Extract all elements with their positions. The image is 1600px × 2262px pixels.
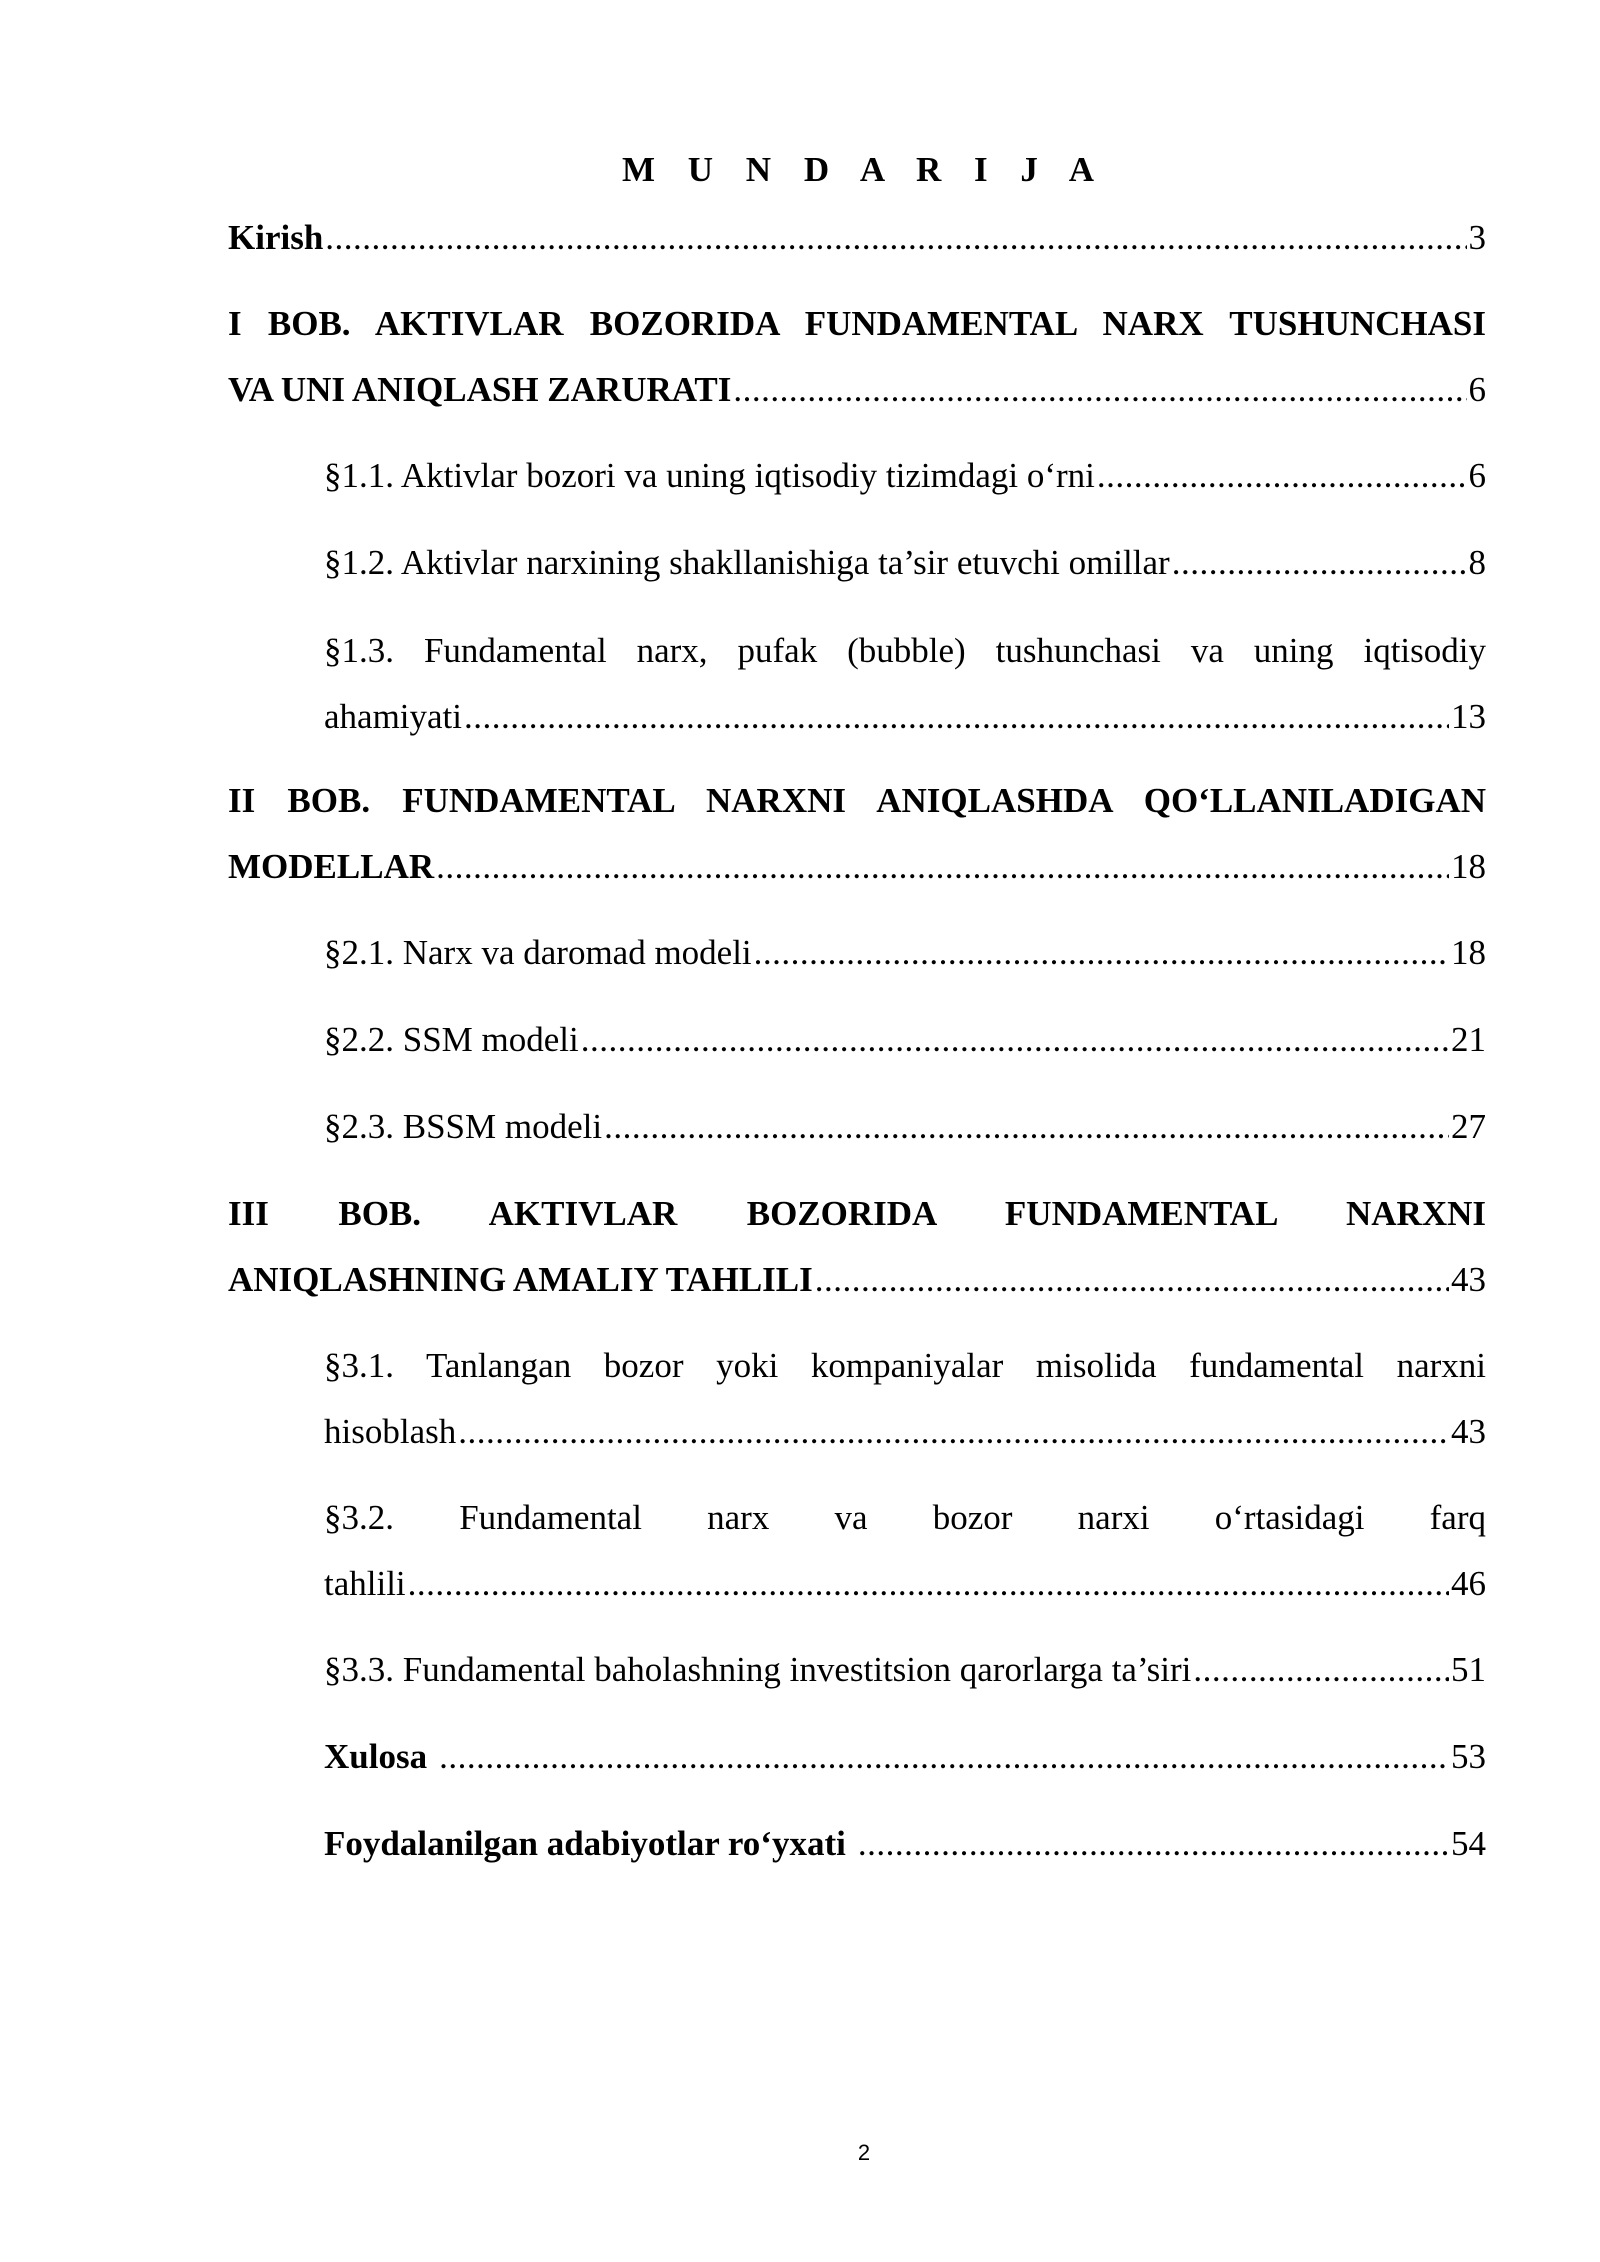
- toc-label: Xulosa: [324, 1737, 428, 1776]
- toc-label-line1: III BOB. AKTIVLAR BOZORIDA FUNDAMENTAL NARXNI: [228, 1194, 1486, 1233]
- toc-page-number: 3: [1468, 218, 1486, 257]
- dot-leader: [858, 1822, 1449, 1866]
- dot-leader: [1172, 541, 1467, 585]
- dot-leader: [581, 1018, 1449, 1062]
- dot-leader: [464, 695, 1449, 739]
- dot-leader: [733, 368, 1466, 412]
- toc-label: Kirish: [228, 218, 324, 257]
- toc-page-number: 46: [1451, 1564, 1486, 1603]
- toc-label-line2: tahlili: [324, 1564, 406, 1603]
- toc-label-line2: ANIQLASHNING AMALIY TAHLILI: [228, 1260, 813, 1299]
- toc-entry-section-2-2[interactable]: [324, 1018, 1486, 1062]
- dot-leader: [436, 845, 1449, 889]
- dot-leader: [815, 1258, 1449, 1302]
- toc-entry-section-2-3[interactable]: [324, 1105, 1486, 1149]
- dot-leader: [604, 1105, 1449, 1149]
- toc-entry-references[interactable]: [324, 1822, 1486, 1866]
- dot-leader: [754, 931, 1449, 975]
- toc-page-number: 53: [1451, 1737, 1486, 1776]
- dot-leader: [1097, 454, 1467, 498]
- dot-leader: [408, 1562, 1449, 1606]
- toc-entry-section-3-1[interactable]: [324, 1344, 1486, 1454]
- toc-page-number: 43: [1451, 1260, 1486, 1299]
- toc-label-line1: §3.1. Tanlangan bozor yoki kompaniyalar misolida fundamental narxni: [324, 1346, 1486, 1385]
- toc-page-number: 27: [1451, 1107, 1486, 1146]
- dot-leader: [1193, 1648, 1449, 1692]
- toc-page-number: 13: [1451, 697, 1486, 736]
- toc-entry-section-3-3[interactable]: [324, 1648, 1486, 1692]
- toc-label-line1: I BOB. AKTIVLAR BOZORIDA FUNDAMENTAL NARX TUSHUNCHASI: [228, 304, 1486, 343]
- toc-label: §1.2. Aktivlar narxining shakllanishiga ta’sir etuvchi omillar: [324, 543, 1170, 582]
- toc-page-number: 43: [1451, 1412, 1486, 1451]
- page-title: M U N D A R I J A: [621, 150, 1107, 189]
- toc-page-number: 18: [1451, 847, 1486, 886]
- toc-entry-chapter-1[interactable]: [228, 302, 1486, 412]
- toc-label-line1: §3.2. Fundamental narx va bozor narxi o‘rtasidagi farq: [324, 1498, 1486, 1537]
- toc-entry-chapter-2[interactable]: [228, 779, 1486, 889]
- toc-page-number: 6: [1468, 370, 1486, 409]
- toc-entry-section-1-3[interactable]: [324, 629, 1486, 739]
- dot-leader: [458, 1410, 1449, 1454]
- toc-label-line2: VA UNI ANIQLASH ZARURATI: [228, 370, 732, 409]
- toc-page-number: 21: [1451, 1020, 1486, 1059]
- page-number-footer: 2: [857, 2140, 871, 2165]
- toc-label-line2: MODELLAR: [228, 847, 435, 886]
- toc-label-line1: II BOB. FUNDAMENTAL NARXNI ANIQLASHDA QO‘LLANILADIGAN: [228, 781, 1486, 820]
- toc-entry-section-3-2[interactable]: [324, 1496, 1486, 1606]
- toc-entry-xulosa[interactable]: [324, 1735, 1486, 1779]
- toc-entry-section-1-1[interactable]: [324, 454, 1486, 498]
- toc-label: §2.3. BSSM modeli: [324, 1107, 603, 1146]
- toc-label: Foydalanilgan adabiyotlar ro‘yxati: [324, 1824, 846, 1863]
- toc-entry-section-1-2[interactable]: [324, 541, 1486, 585]
- dot-leader: [439, 1735, 1449, 1779]
- dot-leader: [325, 216, 1466, 260]
- toc-entry-kirish[interactable]: [228, 216, 1486, 260]
- toc-label: §2.2. SSM modeli: [324, 1020, 579, 1059]
- toc-page-number: 6: [1468, 456, 1486, 495]
- toc-label: §2.1. Narx va daromad modeli: [324, 933, 752, 972]
- toc-page-number: 18: [1451, 933, 1486, 972]
- toc-entry-chapter-3[interactable]: [228, 1192, 1486, 1302]
- toc-label-line1: §1.3. Fundamental narx, pufak (bubble) tushunchasi va uning iqtisodiy: [324, 631, 1486, 670]
- toc-label-line2: hisoblash: [324, 1412, 457, 1451]
- toc-page-number: 54: [1451, 1824, 1486, 1863]
- toc-entry-section-2-1[interactable]: [324, 931, 1486, 975]
- toc-label: §1.1. Aktivlar bozori va uning iqtisodiy tizimdagi o‘rni: [324, 456, 1095, 495]
- toc-label: §3.3. Fundamental baholashning investitsion qarorlarga ta’siri: [324, 1650, 1192, 1689]
- toc-page-number: 8: [1468, 543, 1486, 582]
- toc-label-line2: ahamiyati: [324, 697, 463, 736]
- toc-page-number: 51: [1451, 1650, 1486, 1689]
